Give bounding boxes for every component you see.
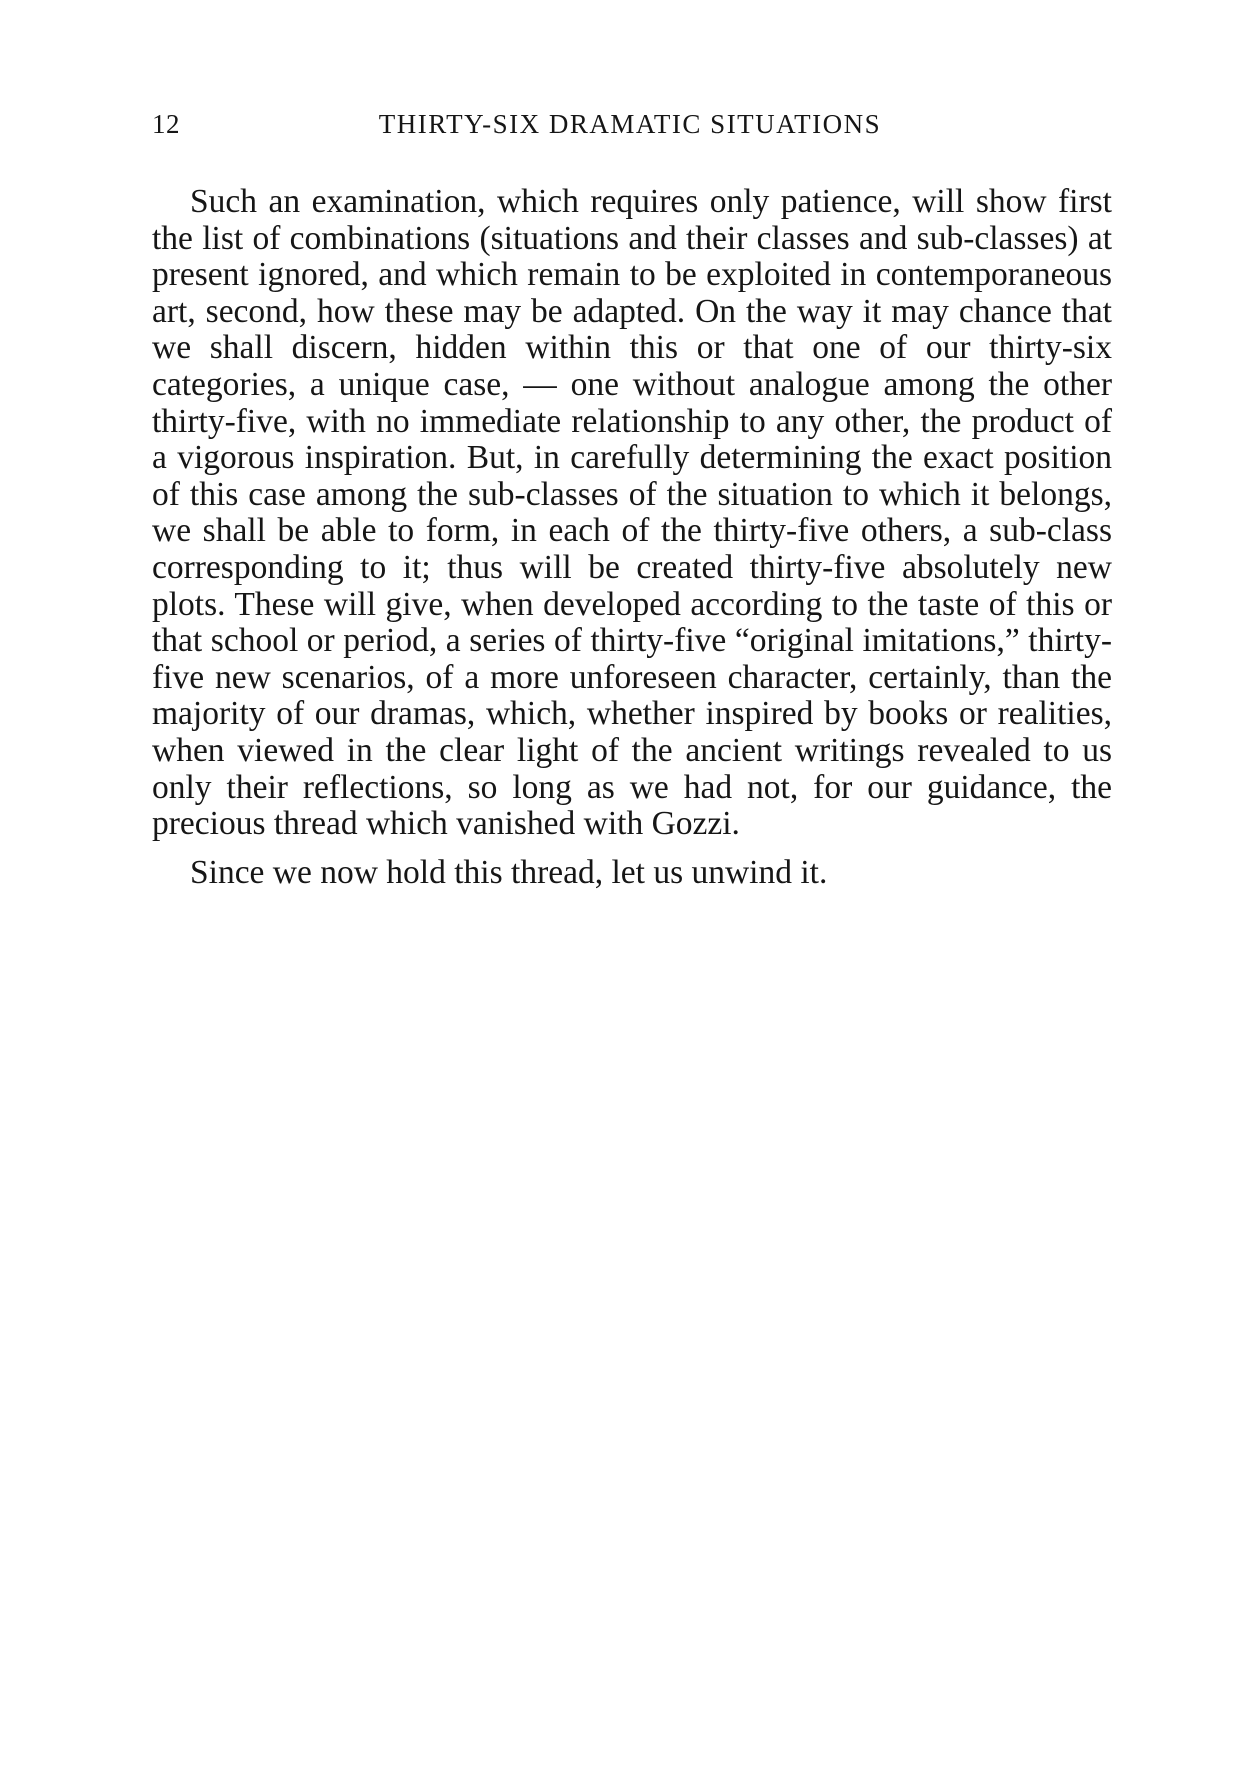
body-text xyxy=(152,184,1112,891)
running-title: THIRTY-SIX DRAMATIC SITUATIONS xyxy=(378,109,882,139)
paragraph: Such an examination, which requires only patience, will show first the list of combinations (situations and their classes and sub-classes) at present ignored, and which remain to be exploited in contemporaneous art, second, how these may be adapted. On the way it may chance that we shall discern, hidden within this or that one of our thirty-six categories, a unique case, — one without analogue among the other thirty-five, with no immediate relationship to any other, the product of a vigorous inspiration. But, in carefully determining the exact position of this case among the sub-classes of the situation to which it belongs, we shall be able to form, in each of the thirty-five others, a sub-class corresponding to it; thus will be created thirty-five absolutely new plots. These will give, when developed according to the taste of this or that school or period, a series of thirty-five “original imitations,” thirty-five new scenarios, of a more unforeseen character, certainly, than the majority of our dramas, which, whether inspired by books or realities, when viewed in the clear light of the ancient writings revealed to us only their reflections, so long as we had not, for our guidance, the precious thread which vanished with Gozzi. xyxy=(152,183,1112,843)
page-number: 12 xyxy=(152,109,180,139)
running-head xyxy=(152,104,1108,144)
paragraph: Since we now hold this thread, let us unwind it. xyxy=(190,853,828,891)
